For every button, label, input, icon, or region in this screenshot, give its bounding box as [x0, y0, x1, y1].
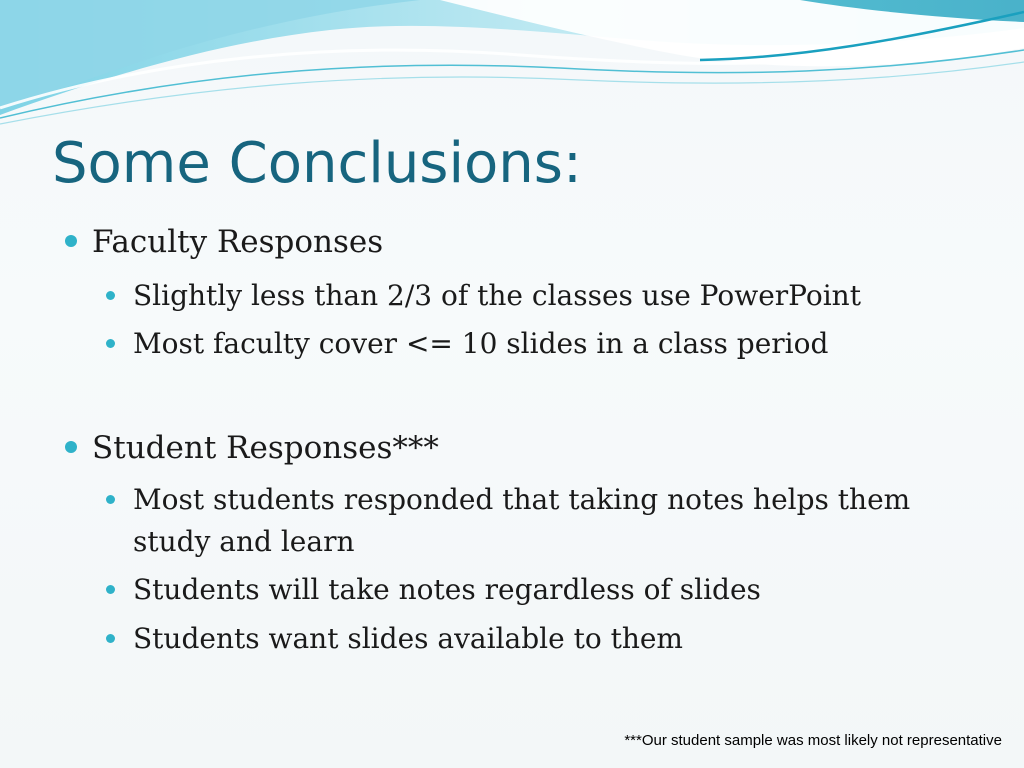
bullet-dot-icon — [65, 441, 77, 453]
bullet-dot-icon — [65, 235, 77, 247]
footnote: ***Our student sample was most likely not representative — [624, 732, 1002, 749]
sub-bullet-text: Most faculty cover <= 10 slides in a class period — [133, 327, 829, 360]
bullet-faculty-responses — [62, 222, 383, 262]
bullet-dot-icon — [106, 495, 115, 504]
sub-bullet — [106, 479, 916, 563]
sub-bullet-text: Slightly less than 2/3 of the classes use PowerPoint — [133, 279, 861, 312]
section-heading: Faculty Responses — [92, 224, 384, 260]
bullet-student-responses — [62, 428, 439, 468]
sub-bullet — [106, 618, 916, 660]
sub-bullet — [106, 275, 916, 317]
sub-bullet-text: Students will take notes regardless of slides — [133, 573, 761, 606]
slide-title: Some Conclusions: — [52, 131, 582, 196]
bullet-dot-icon — [106, 291, 115, 300]
sub-bullet-text: Students want slides available to them — [133, 622, 683, 655]
sub-bullet — [106, 569, 916, 611]
sub-bullet-text: Most students responded that taking notes helps them study and learn — [133, 483, 911, 558]
bullet-dot-icon — [106, 634, 115, 643]
wave-header-decoration — [0, 0, 1024, 130]
sub-bullet — [106, 323, 916, 365]
bullet-dot-icon — [106, 585, 115, 594]
section-heading: Student Responses*** — [92, 430, 439, 466]
bullet-dot-icon — [106, 339, 115, 348]
